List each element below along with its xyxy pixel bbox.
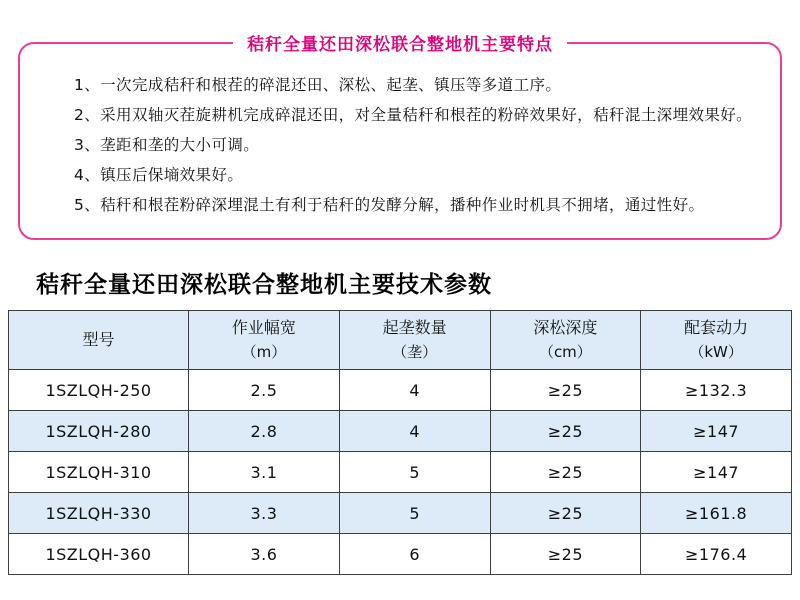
column-header-unit: （kW） [689, 343, 743, 361]
column-header-label: 作业幅宽 [231, 318, 296, 337]
cell-depth: ≥25 [490, 411, 641, 452]
column-header-power [641, 311, 792, 370]
cell-ridges: 4 [339, 411, 490, 452]
cell-power: ≥147 [641, 411, 792, 452]
column-header-label: 深松深度 [533, 318, 598, 337]
list-item: 5、秸秆和根茬粉碎深埋混土有利于秸秆的发酵分解，播种作业时机具不拥堵，通过性好。 [74, 196, 705, 214]
features-title-wrap [20, 30, 780, 55]
cell-width: 3.1 [189, 452, 340, 493]
table-row [9, 411, 792, 452]
column-header-label: 型号 [82, 330, 115, 349]
column-header-width [189, 311, 340, 370]
column-header-label: 起垄数量 [382, 318, 447, 337]
features-title: 秸秆全量还田深松联合整地机主要特点 [233, 30, 567, 55]
cell-width: 2.8 [189, 411, 340, 452]
cell-power: ≥132.3 [641, 370, 792, 411]
cell-model: 1SZLQH-310 [9, 452, 189, 493]
list-item: 3、垄距和垄的大小可调。 [74, 136, 260, 154]
table-row [9, 493, 792, 534]
list-item: 1、一次完成秸秆和根茬的碎混还田、深松、起垄、镇压等多道工序。 [74, 76, 562, 94]
table-row [9, 534, 792, 575]
column-header-depth [490, 311, 641, 370]
cell-width: 3.3 [189, 493, 340, 534]
column-header-unit: （垄） [392, 343, 438, 361]
cell-depth: ≥25 [490, 493, 641, 534]
cell-depth: ≥25 [490, 534, 641, 575]
column-header-model [9, 311, 189, 370]
cell-model: 1SZLQH-360 [9, 534, 189, 575]
table-row [9, 370, 792, 411]
spec-title: 秸秆全量还田深松联合整地机主要技术参数 [36, 272, 492, 298]
cell-model: 1SZLQH-280 [9, 411, 189, 452]
column-header-unit: （cm） [538, 343, 592, 361]
column-header-ridges [339, 311, 490, 370]
cell-model: 1SZLQH-250 [9, 370, 189, 411]
cell-depth: ≥25 [490, 452, 641, 493]
spec-table [8, 310, 792, 575]
spec-table-body [9, 370, 792, 575]
cell-width: 3.6 [189, 534, 340, 575]
table-row [9, 452, 792, 493]
features-panel [18, 35, 782, 240]
cell-width: 2.5 [189, 370, 340, 411]
list-item: 2、采用双轴灭茬旋耕机完成碎混还田，对全量秸秆和根茬的粉碎效果好，秸秆混土深埋效果好。 [74, 106, 753, 124]
column-header-unit: （m） [241, 343, 287, 361]
spec-table-head [9, 311, 792, 370]
table-header-row [9, 311, 792, 370]
cell-depth: ≥25 [490, 370, 641, 411]
column-header-label: 配套动力 [684, 318, 749, 337]
features-list [46, 70, 754, 220]
cell-ridges: 5 [339, 452, 490, 493]
cell-power: ≥161.8 [641, 493, 792, 534]
cell-power: ≥147 [641, 452, 792, 493]
list-item: 4、镇压后保墒效果好。 [74, 166, 244, 184]
cell-power: ≥176.4 [641, 534, 792, 575]
cell-ridges: 6 [339, 534, 490, 575]
cell-ridges: 4 [339, 370, 490, 411]
cell-ridges: 5 [339, 493, 490, 534]
cell-model: 1SZLQH-330 [9, 493, 189, 534]
